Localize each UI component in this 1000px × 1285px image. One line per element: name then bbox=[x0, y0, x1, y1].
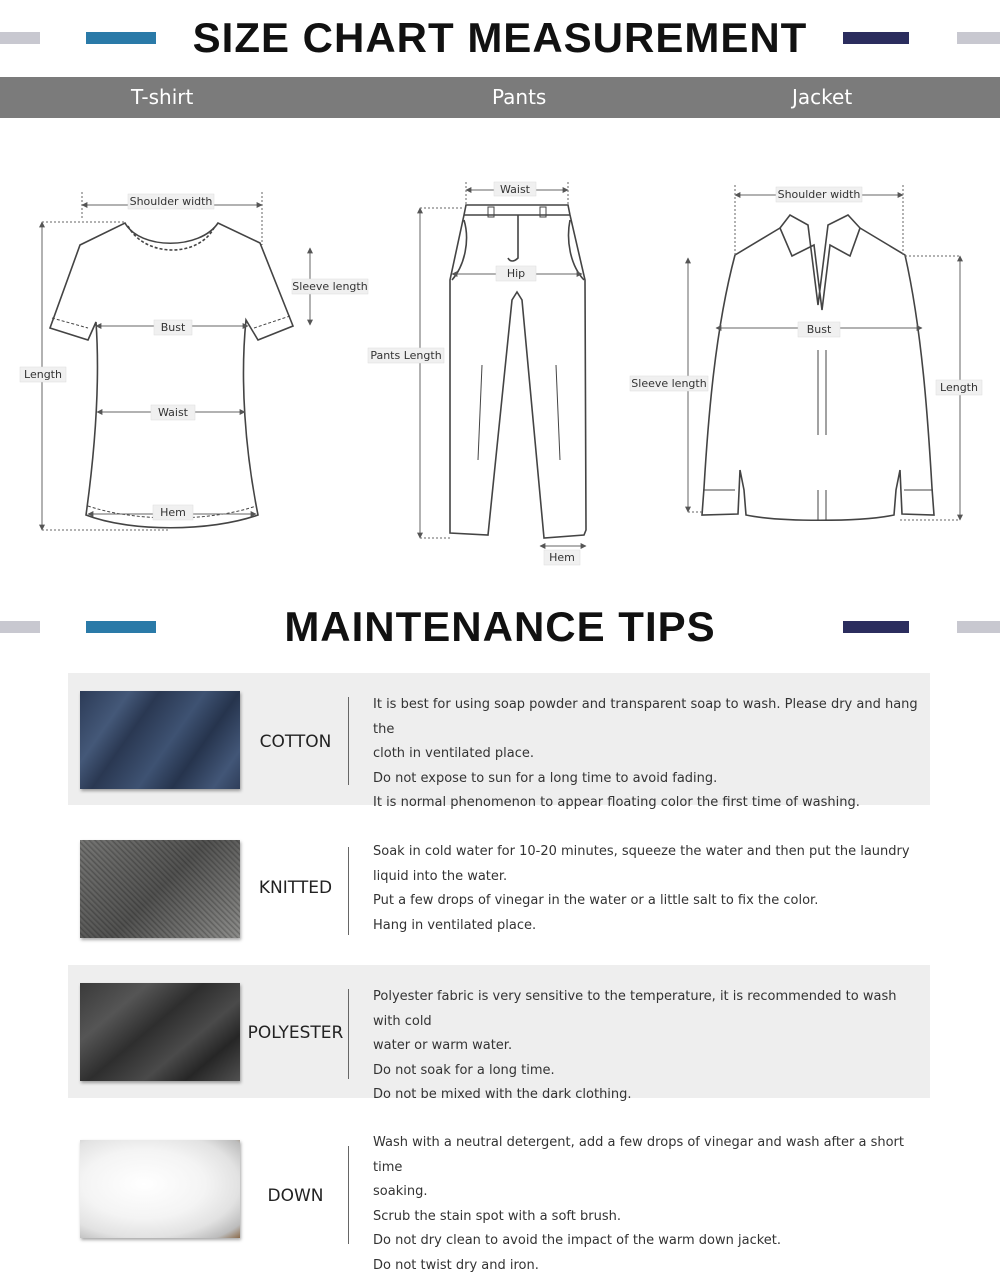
header-accent-bar-right bbox=[843, 32, 909, 44]
maintenance-title: MAINTENANCE TIPS bbox=[284, 603, 716, 650]
tip-line: Polyester fabric is very sensitive to the temperature, it is recommended to wash with cold bbox=[373, 989, 897, 1029]
material-name: KNITTED bbox=[258, 878, 333, 898]
divider-line bbox=[348, 697, 349, 785]
material-row-polyester bbox=[68, 965, 930, 1102]
material-name: POLYESTER bbox=[247, 1023, 344, 1043]
material-name: COTTON bbox=[259, 732, 332, 752]
pants-drawing bbox=[450, 205, 586, 538]
tip-line: liquid into the water. bbox=[373, 868, 508, 884]
tshirt-label-shoulder: Shoulder width bbox=[129, 195, 213, 208]
divider-line bbox=[348, 989, 349, 1079]
pants-label-length: Pants Length bbox=[370, 349, 442, 362]
tip-line: soaking. bbox=[373, 1184, 428, 1199]
tab-tshirt[interactable]: T-shirt bbox=[131, 85, 194, 109]
jacket-measure-lines bbox=[688, 185, 960, 520]
tshirt-label-bust: Bust bbox=[160, 321, 186, 334]
pants-measure-lines bbox=[420, 182, 586, 546]
tshirt-label-length: Length bbox=[24, 368, 62, 381]
tshirt-label-waist: Waist bbox=[157, 406, 189, 419]
garment-tab-bar bbox=[0, 77, 1000, 118]
material-row-cotton bbox=[68, 673, 930, 810]
size-diagram bbox=[0, 160, 1000, 580]
header-side-bar-right bbox=[957, 621, 1000, 633]
pants-label-hip: Hip bbox=[506, 267, 526, 280]
tip-line: Do not soak for a long time. bbox=[373, 1062, 555, 1078]
size-chart-title: SIZE CHART MEASUREMENT bbox=[192, 14, 808, 61]
header-accent-bar-right bbox=[843, 621, 909, 633]
tip-line: cloth in ventilated place. bbox=[373, 746, 534, 761]
tip-line: It is normal phenomenon to appear floating color the first time of washing. bbox=[373, 795, 860, 810]
tip-line: Hang in ventilated place. bbox=[373, 917, 537, 933]
tip-line: Put a few drops of vinegar in the water or a little salt to fix the color. bbox=[373, 893, 819, 908]
polyester-swatch-image bbox=[80, 983, 240, 1081]
knitted-swatch-image bbox=[80, 840, 240, 938]
tip-line: It is best for using soap powder and transparent soap to wash. Please dry and hang the bbox=[373, 697, 918, 737]
tshirt-labels bbox=[20, 194, 368, 520]
maintenance-header bbox=[0, 598, 1000, 658]
material-name: DOWN bbox=[267, 1186, 324, 1206]
tshirt-label-sleeve: Sleeve length bbox=[292, 280, 368, 293]
tip-line: Soak in cold water for 10-20 minutes, squeeze the water and then put the laundry bbox=[373, 844, 910, 859]
material-tips bbox=[373, 840, 928, 938]
jacket-label-shoulder: Shoulder width bbox=[777, 188, 861, 201]
cotton-swatch-image bbox=[80, 691, 240, 789]
jacket-label-length: Length bbox=[940, 381, 978, 394]
tip-line: Do not twist dry and iron. bbox=[373, 1257, 539, 1273]
material-tips bbox=[373, 985, 928, 1108]
tab-jacket[interactable]: Jacket bbox=[792, 85, 853, 109]
tip-line: Do not be mixed with the dark clothing. bbox=[373, 1087, 632, 1102]
divider-line bbox=[348, 847, 349, 935]
divider-line bbox=[348, 1146, 349, 1244]
pants-label-hem: Hem bbox=[549, 551, 575, 564]
tip-line: Wash with a neutral detergent, add a few drops of vinegar and wash after a short time bbox=[373, 1135, 904, 1175]
tshirt-label-hem: Hem bbox=[160, 506, 186, 519]
tip-line: Do not dry clean to avoid the impact of the warm down jacket. bbox=[373, 1233, 782, 1248]
tip-line: Do not expose to sun for a long time to avoid fading. bbox=[373, 770, 718, 786]
pants-labels bbox=[368, 182, 580, 565]
header-side-bar-right bbox=[957, 32, 1000, 44]
pants-label-waist: Waist bbox=[499, 183, 531, 196]
down-swatch-image bbox=[80, 1140, 240, 1238]
tip-line: Scrub the stain spot with a soft brush. bbox=[373, 1208, 621, 1224]
jacket-drawing bbox=[702, 215, 934, 520]
jacket-labels bbox=[630, 187, 982, 395]
material-row-knitted bbox=[68, 820, 930, 952]
material-tips bbox=[373, 693, 928, 816]
tab-pants[interactable]: Pants bbox=[492, 85, 547, 109]
tshirt-drawing bbox=[50, 223, 293, 528]
size-chart-header bbox=[0, 8, 1000, 68]
jacket-label-sleeve: Sleeve length bbox=[631, 377, 707, 390]
jacket-label-bust: Bust bbox=[806, 323, 832, 336]
material-tips bbox=[373, 1131, 928, 1278]
tip-line: water or warm water. bbox=[373, 1038, 513, 1053]
material-row-down bbox=[68, 1118, 930, 1273]
